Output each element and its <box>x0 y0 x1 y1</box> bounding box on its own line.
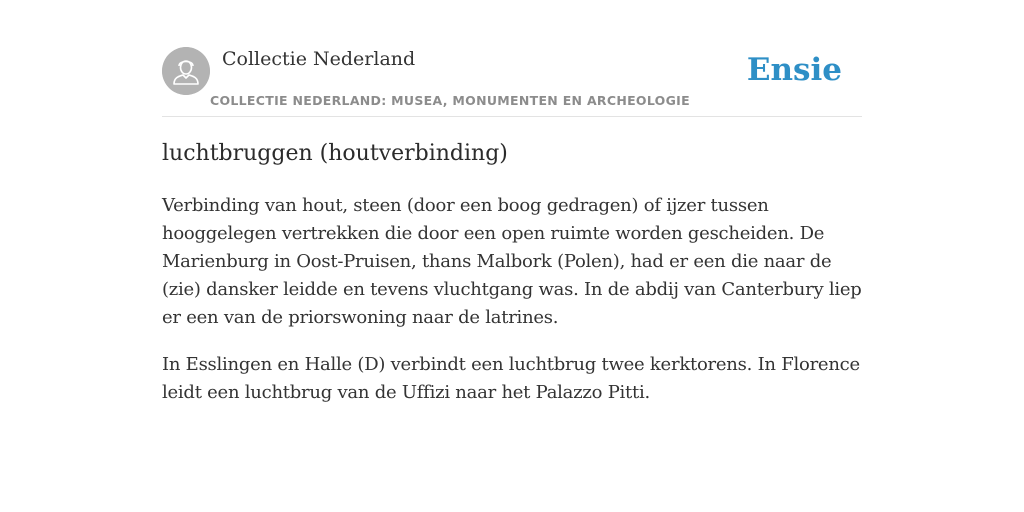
paragraph: In Esslingen en Halle (D) verbindt een luchtbrug twee kerktorens. In Florence leidt een luchtbrug van de Uffizi naar het Palazzo Pitti. <box>162 354 860 403</box>
article-body <box>162 192 862 426</box>
avatar[interactable] <box>162 47 210 95</box>
paragraph: Verbinding van hout, steen (door een boog gedragen) of ijzer tussen hooggelegen vertrekken die door een open ruimte worden gescheiden. De Marienburg in Oost-Pruisen, thans Malbork (Polen), had er een die naar de (zie) dansker leidde en tevens vluchtgang was. In de abdij van Canterbury liep er een van de priorswoning naar de latrines. <box>162 195 862 328</box>
source-label[interactable]: COLLECTIE NEDERLAND: MUSEA, MONUMENTEN EN ARCHEOLOGIE <box>210 93 690 108</box>
user-placeholder-icon <box>162 47 210 95</box>
page-title: luchtbruggen (houtverbinding) <box>162 141 508 166</box>
ensie-logo[interactable]: Ensie <box>746 52 842 88</box>
author-name[interactable]: Collectie Nederland <box>222 48 416 70</box>
article-header <box>162 44 862 117</box>
